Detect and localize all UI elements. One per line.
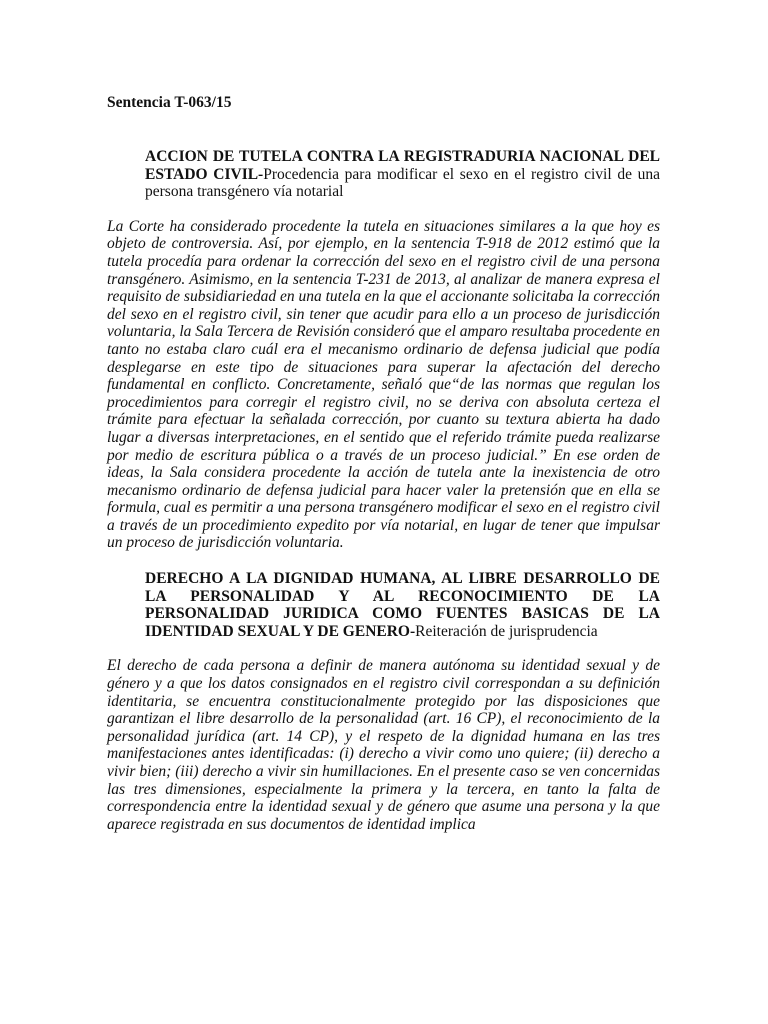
section-heading-1-normal: Procedencia para modificar el sexo en el registro civil de una persona transgénero vía notarial [145, 165, 661, 201]
section-heading-1-bold: ACCION DE TUTELA CONTRA LA REGISTRADURIA NACIONAL DEL ESTADO CIVIL- [145, 148, 660, 183]
section-heading-2-normal: Reiteración de jurisprudencia [415, 622, 598, 640]
body-paragraph-2: El derecho de cada persona a definir de manera autónoma su identidad sexual y de género y a que los datos consignados en el registro civil correspondan a su definición identitaria, se encuentra constitucionalmente protegido por las disposiciones que garantizan el libre desarrollo de la personalidad (art. 16 CP), el reconocimiento de la personalidad jurídica (art. 14 CP), y el respeto de la dignidad humana en las tres manifestaciones antes identificadas: (i) derecho a vivir como uno quiere; (ii) derecho a vivir bien; (iii) derecho a vivir sin humillaciones. En el presente caso se ven concernidas las tres dimensiones, especialmente la primera y la tercera, en tanto la falta de correspondencia entre la identidad sexual y de género que asume una persona y la que aparece registrada en sus documentos de identidad implica [107, 657, 660, 833]
body-paragraph-1: La Corte ha considerado procedente la tutela en situaciones similares a la que hoy es objeto de controversia. Así, por ejemplo, en la sentencia T-918 de 2012 estimó que la tutela procedía para ordenar la corrección del sexo en el registro civil de una persona transgénero. Asimismo, en la sentencia T-231 de 2013, al analizar de manera expresa el requisito de subsidiariedad en una tutela en la que el accionante solicitaba la corrección del sexo en el registro civil, sin tener que acudir para ello a un proceso de jurisdicción voluntaria, la Sala Tercera de Revisión consideró que el amparo resultaba procedente en tanto no estaba claro cuál era el mecanismo ordinario de defensa judicial que podía desplegarse en este tipo de situaciones para superar la afectación del derecho fundamental en conflicto. Concretamente, señaló que“de las normas que regulan los procedimientos para corregir el registro civil, no se deriva con absoluta certeza el trámite para efectuar la señalada corrección, por cuanto su textura abierta ha dado lugar a diversas interpretaciones, en el sentido que el referido trámite pueda realizarse por medio de escritura pública o a través de un proceso judicial.” En ese orden de ideas, la Sala considera procedente la acción de tutela ante la inexistencia de otro mecanismo ordinario de defensa judicial para hacer valer la pretensión que en ella se formula, cual es permitir a una persona transgénero modificar el sexo en el registro civil a través de un procedimiento expedito por vía notarial, en lugar de tener que impulsar un proceso de jurisdicción voluntaria. [107, 217, 660, 552]
section-heading-2 [145, 570, 660, 640]
section-heading-2-bold: DERECHO A LA DIGNIDAD HUMANA, AL LIBRE DESARROLLO DE LA PERSONALIDAD Y AL RECONOCIMIENTO DE LA PERSONALIDAD JURIDICA COMO FUENTES BASICAS DE LA IDENTIDAD SEXUAL Y DE GENERO- [145, 570, 660, 640]
section-heading-1 [145, 148, 660, 201]
document-title: Sentencia T-063/15 [107, 94, 232, 111]
